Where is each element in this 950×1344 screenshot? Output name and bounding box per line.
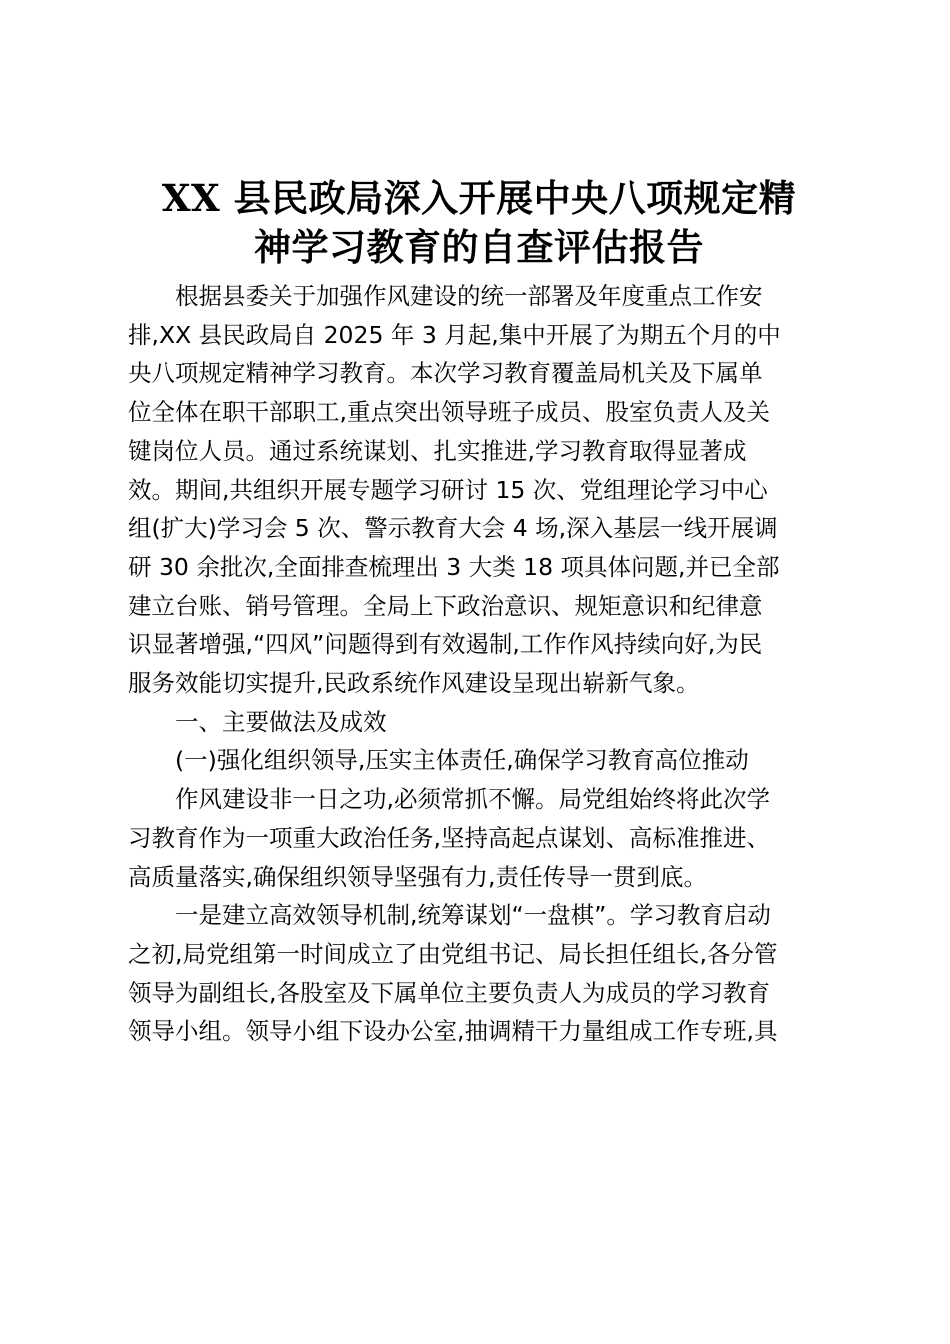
paragraph-intro [128, 277, 830, 703]
text-line: 组(扩大)学习会 5 次、警示教育大会 4 场,深入基层一线开展调 [128, 514, 778, 543]
title-line-2: 神学习教育的自查评估报告 [254, 225, 704, 269]
text-line: 识显著增强,“四风”问题得到有效遏制,工作作风持续向好,为民 [128, 630, 763, 659]
text-line: 之初,局党组第一时间成立了由党组书记、局长担任组长,各分管 [128, 939, 778, 968]
document-page [128, 174, 830, 1051]
text-line: 一是建立高效领导机制,统筹谋划“一盘棋”。学习教育启动 [175, 901, 771, 930]
heading-line: (一)强化组织领导,压实主体责任,确保学习教育高位推动 [175, 746, 749, 775]
text-line: 领导为副组长,各股室及下属单位主要负责人为成员的学习教育 [128, 978, 770, 1007]
section-heading [128, 703, 830, 742]
subsection-heading [128, 741, 830, 780]
text-line: 效。期间,共组织开展专题学习研讨 15 次、党组理论学习中心 [128, 475, 768, 504]
text-line: 根据县委关于加强作风建设的统一部署及年度重点工作安 [175, 282, 763, 310]
paragraph-leadership [128, 780, 830, 896]
text-line: 研 30 余批次,全面排查梳理出 3 大类 18 项具体问题,并已全部 [128, 552, 780, 581]
text-line: 领导小组。领导小组下设办公室,抽调精干力量组成工作专班,具 [128, 1017, 778, 1046]
text-line: 键岗位人员。通过系统谋划、扎实推进,学习教育取得显著成 [128, 436, 747, 465]
document-body [128, 277, 830, 1051]
text-line: 建立台账、销号管理。全局上下政治意识、规矩意识和纪律意 [128, 591, 763, 620]
text-line: 排,XX 县民政局自 2025 年 3 月起,集中开展了为期五个月的中 [128, 320, 781, 349]
text-line: 位全体在职干部职工,重点突出领导班子成员、股室负责人及关 [128, 398, 770, 427]
text-line: 习教育作为一项重大政治任务,坚持高起点谋划、高标准推进、 [128, 823, 770, 852]
text-line: 作风建设非一日之功,必须常抓不懈。局党组始终将此次学 [175, 785, 770, 814]
heading-line: 一、主要做法及成效 [175, 707, 387, 736]
document-title [128, 174, 830, 272]
paragraph-mechanism [128, 896, 830, 1051]
text-line: 高质量落实,确保组织领导坚强有力,责任传导一贯到底。 [128, 862, 707, 891]
text-line: 服务效能切实提升,民政系统作风建设呈现出崭新气象。 [128, 669, 700, 698]
title-line-1: XX 县民政局深入开展中央八项规定精 [161, 176, 797, 220]
text-line: 央八项规定精神学习教育。本次学习教育覆盖局机关及下属单 [128, 359, 763, 388]
